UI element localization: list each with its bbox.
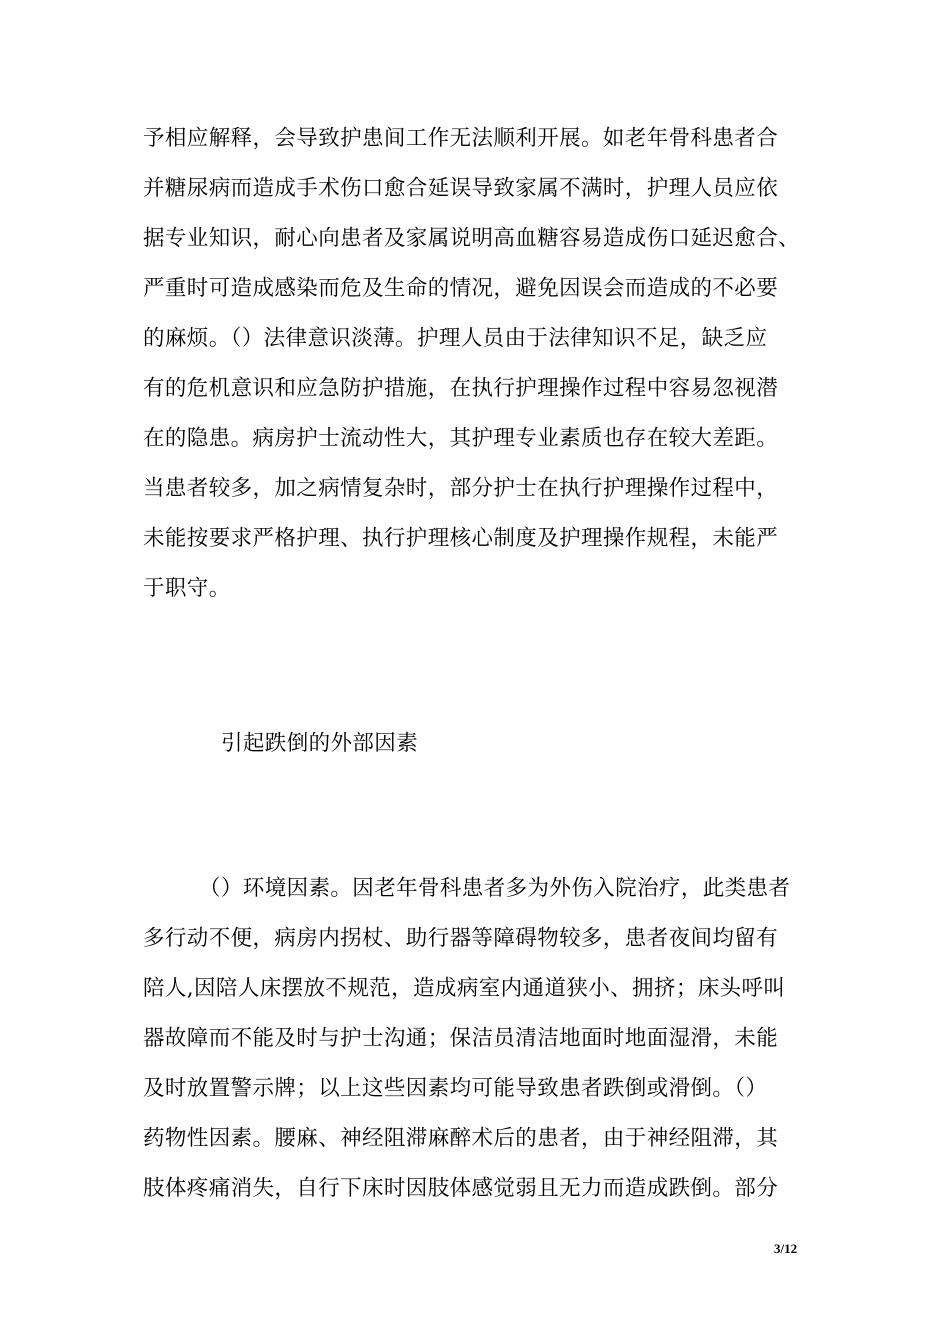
paragraph-line: 药物性因素。腰麻、神经阻滞麻醉术后的患者，由于神经阻滞，其: [143, 1126, 779, 1151]
paragraph-line: 当患者较多，加之病情复杂时，部分护士在执行护理操作过程中，: [143, 476, 779, 501]
section-heading: 引起跌倒的外部因素: [221, 731, 419, 756]
page-number: 3/12: [774, 1241, 798, 1256]
paragraph-line: 在的隐患。病房护士流动性大，其护理专业素质也存在较大差距。: [143, 426, 779, 451]
paragraph-line: 据专业知识，耐心向患者及家属说明高血糖容易造成伤口延迟愈合、: [143, 226, 801, 251]
paragraph-line: 的麻烦。（）法律意识淡薄。护理人员由于法律知识不足，缺乏应: [143, 326, 768, 351]
paragraph-line: 陪人,因陪人床摆放不规范，造成病室内通道狭小、拥挤；床头呼叫: [143, 976, 786, 1001]
paragraph-line: 未能按要求严格护理、执行护理核心制度及护理操作规程，未能严: [143, 526, 779, 551]
paragraph-line: 于职守。: [143, 576, 231, 601]
paragraph-line: （）环境因素。因老年骨科患者多为外伤入院治疗，此类患者: [199, 876, 791, 901]
paragraph-line: 严重时可造成感染而危及生命的情况，避免因误会而造成的不必要: [143, 276, 779, 301]
paragraph-line: 及时放置警示牌；以上这些因素均可能导致患者跌倒或滑倒。（）: [143, 1076, 768, 1101]
paragraph-line: 并糖尿病而造成手术伤口愈合延误导致家属不满时，护理人员应依: [143, 176, 779, 201]
paragraph-line: 器故障而不能及时与护士沟通；保洁员清洁地面时地面湿滑，未能: [143, 1026, 779, 1051]
paragraph-line: 多行动不便，病房内拐杖、助行器等障碍物较多，患者夜间均留有: [143, 926, 779, 951]
paragraph-line: 有的危机意识和应急防护措施，在执行护理操作过程中容易忽视潜: [143, 376, 779, 401]
paragraph-line: 肢体疼痛消失，自行下床时因肢体感觉弱且无力而造成跌倒。部分: [143, 1176, 779, 1201]
paragraph-line: 予相应解释，会导致护患间工作无法顺利开展。如老年骨科患者合: [143, 126, 779, 151]
